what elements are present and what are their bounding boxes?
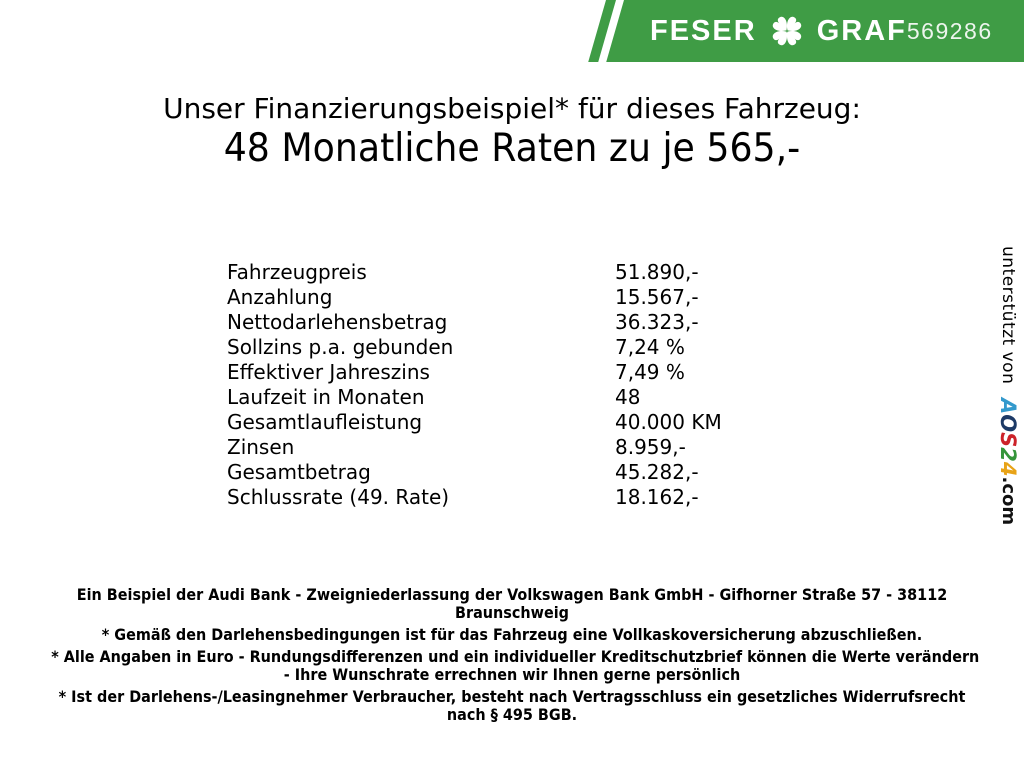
row-value: 36.323,- <box>615 310 699 334</box>
row-value: 51.890,- <box>615 260 699 284</box>
footer-line: Braunschweig <box>455 603 569 622</box>
footer-block-euro-note <box>0 648 1024 684</box>
header-banner <box>0 0 1024 62</box>
row-value: 45.282,- <box>615 460 699 484</box>
aos24-domain-suffix: .com <box>998 476 1019 526</box>
heading-line-1: Unser Finanzierungsbeispiel* für dieses Fahrzeug: <box>163 92 861 125</box>
footer-block-insurance-note <box>0 626 1024 644</box>
heading <box>0 92 1024 172</box>
supporter-sidebar <box>996 246 1020 525</box>
heading-line-2-text: 48 Monatliche Raten zu je 565,- <box>223 126 801 171</box>
row-label: Schlussrate (49. Rate) <box>227 485 450 509</box>
aos24-letter: S <box>996 432 1020 448</box>
footer-line: * Alle Angaben in Euro - Rundungsdifferenzen und ein individueller Kreditschutzbrief können die Werte verändern <box>51 647 980 666</box>
footer-line: nach § 495 BGB. <box>446 705 578 724</box>
row-value: 7,49 % <box>615 360 685 384</box>
footer-line: * Ist der Darlehens-/Leasingnehmer Verbraucher, besteht nach Vertragsschluss ein gesetzliches Widerrufsrecht <box>58 687 966 706</box>
row-label: Anzahlung <box>227 285 333 309</box>
aos24-letter: 4 <box>996 462 1020 477</box>
footer-line: - Ihre Wunschrate errechnen wir Ihnen gerne persönlich <box>283 665 741 684</box>
heading-line-2 <box>0 126 1024 172</box>
four-leaf-clover-icon <box>767 11 807 51</box>
supporter-prefix: unterstützt von <box>998 246 1018 391</box>
brand-word-graf: GRAF <box>816 14 907 47</box>
row-value: 40.000 KM <box>615 410 722 434</box>
row-label: Laufzeit in Monaten <box>227 385 425 409</box>
row-label: Gesamtlaufleistung <box>227 410 423 434</box>
row-label: Sollzins p.a. gebunden <box>227 335 454 359</box>
legal-footer <box>0 586 1024 728</box>
row-value: 8.959,- <box>615 435 686 459</box>
financing-table <box>227 260 722 510</box>
footer-block-bank-info <box>0 586 1024 622</box>
footer-line: * Gemäß den Darlehensbedingungen ist für das Fahrzeug eine Vollkaskoversicherung abzuschließen. <box>101 625 923 644</box>
header-content <box>624 0 1024 62</box>
footer-block-withdrawal-note <box>0 688 1024 724</box>
aos24-letter: A <box>996 398 1020 415</box>
aos24-logo <box>996 398 1020 525</box>
row-value: 7,24 % <box>615 335 685 359</box>
brand-word-feser: FESER <box>650 14 757 47</box>
row-label: Zinsen <box>227 435 295 459</box>
row-label: Nettodarlehensbetrag <box>227 310 448 334</box>
vehicle-number: 569286 <box>906 17 993 44</box>
row-label: Gesamtbetrag <box>227 460 371 484</box>
aos24-letter: 2 <box>996 447 1020 463</box>
row-value: 18.162,- <box>615 485 699 509</box>
row-value: 15.567,- <box>615 285 699 309</box>
row-label: Fahrzeugpreis <box>227 260 367 284</box>
row-value: 48 <box>615 385 641 409</box>
row-label: Effektiver Jahreszins <box>227 360 430 384</box>
footer-line: Ein Beispiel der Audi Bank - Zweigniederlassung der Volkswagen Bank GmbH - Gifhorner Straße 57 - 38112 <box>76 585 948 604</box>
brand-logo <box>650 11 907 51</box>
aos24-letter: O <box>996 414 1020 433</box>
